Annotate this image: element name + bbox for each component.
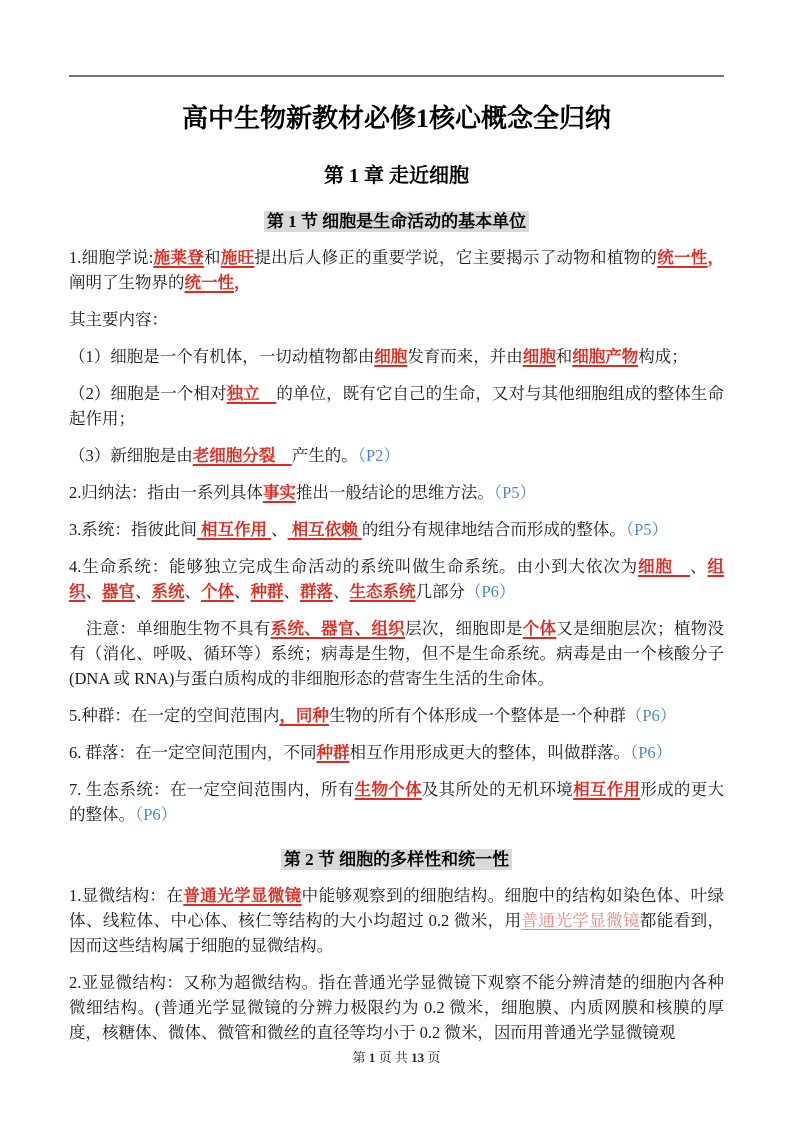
paragraph xyxy=(69,307,724,332)
key-term: 个体 xyxy=(522,619,557,638)
key-term: 施莱登 xyxy=(153,248,205,267)
key-term: 种群 xyxy=(316,743,350,762)
paragraph xyxy=(69,777,724,827)
text-run: 2.亚显微结构：又称为超微结构。指在普通光学显微镜下观察不能分辨清楚的细胞内各种微细结构。(普通光学显微镜的分辨力极限约为 0.2 微米，细胞膜、内质网膜和核膜的厚度，核糖体、微体、微管和微丝的直径等均小于 0.2 微米，因而用普通光学显微镜观 xyxy=(69,973,724,1042)
text-run: 1.细胞学说: xyxy=(69,248,154,267)
key-term: ， xyxy=(707,248,725,267)
key-term: 细胞 xyxy=(374,347,408,366)
key-term: 生物个体 xyxy=(354,780,422,799)
document-body xyxy=(69,210,724,1045)
paragraph xyxy=(69,381,724,431)
key-term: 器官 xyxy=(102,582,135,601)
text-run: （2）细胞是一个相对 xyxy=(69,384,227,403)
text-run: 和 xyxy=(555,347,573,366)
section-heading xyxy=(69,848,724,871)
key-term: 独立 xyxy=(226,384,277,403)
text-run: 第 xyxy=(352,1050,369,1065)
text-run: 都能看到，因而这些结构属于细胞的显微结构。 xyxy=(69,911,725,955)
text-run: 中能够观察到的细胞结构。细胞中的结构如染色体、叶绿体、线粒体、中心体、核仁等结构的大小均超过 0.2 微米，用 xyxy=(69,886,725,930)
key-term: 种群 xyxy=(250,582,284,601)
text-run: 页 共 xyxy=(375,1050,412,1065)
key-term: 生态系统 xyxy=(349,582,416,601)
text-run: 构成； xyxy=(638,347,688,366)
text-run: 7. 生态系统：在一定空间范围内，所有 xyxy=(69,780,355,799)
text-run: 形成的更大的整体。 xyxy=(69,780,725,824)
page-ref: （P6） xyxy=(465,582,516,601)
text-run: 提出后人修正的重要学说，它主要揭示了动物和植物的 xyxy=(254,248,658,267)
text-run: 4.生命系统：能够独立完成生命活动的系统叫做生命系统。由小到大依次为 xyxy=(69,557,639,576)
text-run: 阐明了生物界的 xyxy=(69,273,185,292)
text-run: 发育而来，并由 xyxy=(407,347,523,366)
key-term: 相互作用 xyxy=(573,780,641,799)
text-run: 、 xyxy=(234,582,251,601)
text-run: 1.显微结构：在 xyxy=(69,886,184,905)
paragraph xyxy=(69,517,724,542)
text-run: 2.归纳法：指由一系列具体 xyxy=(69,483,263,502)
text-run: （1）细胞是一个有机体，一切动植物都由 xyxy=(69,347,375,366)
page-ref: （P6） xyxy=(625,706,677,725)
paragraph xyxy=(69,245,724,295)
text-run: 层次，细胞即是 xyxy=(405,619,523,638)
text-run: 生物的所有个体形成一个整体是一个种群 xyxy=(328,706,626,725)
key-term: 细胞 xyxy=(638,557,691,576)
key-term: 施旺 xyxy=(220,248,255,267)
page-ref: （P5） xyxy=(625,520,669,539)
paragraph xyxy=(69,480,724,505)
key-term: 细胞产物 xyxy=(572,347,639,366)
text-run: 、 xyxy=(135,582,152,601)
document-title: 高中生物新教材必修1核心概念全归纳 xyxy=(181,104,611,133)
key-term: 系统 xyxy=(151,582,185,601)
text-run: 6. 群落：在一定空间范围内，不同 xyxy=(69,743,317,762)
key-term: 老细胞分裂 xyxy=(192,446,292,465)
key-term: 统一性 xyxy=(657,248,708,267)
text-run: 、 xyxy=(690,557,708,576)
key-term: 细胞 xyxy=(522,347,556,366)
section-heading-text: 第 1 节 细胞是生命活动的基本单位 xyxy=(264,211,529,232)
page-ref: （P6） xyxy=(135,805,178,824)
key-term: 系统、器官、组织 xyxy=(270,619,406,638)
page-ref: （P5） xyxy=(493,483,537,502)
text-run: 产生的。 xyxy=(291,446,358,465)
text-run: 、 xyxy=(333,582,350,601)
key-term: 统一性 xyxy=(184,273,234,292)
text-run: 页 xyxy=(424,1050,441,1065)
section-heading-text: 第 2 节 细胞的多样性和统一性 xyxy=(281,849,512,870)
text-run: 、 xyxy=(85,582,102,601)
section-heading xyxy=(69,210,724,233)
paragraph xyxy=(69,883,724,958)
text-run: 相互作用形成更大的整体，叫做群落。 xyxy=(349,743,630,762)
key-term: 群落 xyxy=(300,582,333,601)
text-run: 、 xyxy=(271,520,288,539)
text-run: 3.系统：指彼此间 xyxy=(69,520,197,539)
text-run: 其主要内容： xyxy=(69,310,168,329)
text-run: 5.种群：在一定的空间范围内 xyxy=(69,706,280,725)
key-term: 事实 xyxy=(262,483,296,502)
text-run: 注意：单细胞生物不具有 xyxy=(69,619,271,638)
text-run: 几部分 xyxy=(415,582,465,601)
page-ref: （P6） xyxy=(630,743,673,762)
key-term-light: 普通光学显微镜 xyxy=(521,911,640,930)
paragraph xyxy=(69,703,724,728)
text-run: 的组分有规律地结合而形成的整体。 xyxy=(361,520,626,539)
page-ref: （P2） xyxy=(357,446,400,465)
paragraph xyxy=(69,970,724,1045)
text-run: 及其所处的无机环境 xyxy=(421,780,574,799)
text-run: 和 xyxy=(204,248,221,267)
key-term: 普通光学显微镜 xyxy=(183,886,302,905)
paragraph xyxy=(69,616,724,691)
page-footer xyxy=(0,1047,793,1066)
text-run: （3）新细胞是由 xyxy=(69,446,193,465)
key-term: 组织 xyxy=(69,557,725,601)
paragraph xyxy=(69,344,724,369)
paragraph xyxy=(69,740,724,765)
text-run: 又是细胞层次；植物没有（消化、呼吸、循环等）系统；病毒是生物，但不是生命系统。病毒是由一个核酸分子(DNA 或 RNA)与蛋白质构成的非细胞形态的营寄生生活的生命体。 xyxy=(69,619,725,688)
chapter-heading: 第 1 章 走近细胞 xyxy=(324,165,469,187)
key-term: 相互依赖 xyxy=(287,520,362,539)
text-run: 、 xyxy=(283,582,300,601)
page-number: 13 xyxy=(411,1050,425,1065)
key-term: ， xyxy=(234,273,251,292)
paragraph xyxy=(69,554,724,604)
page-number: 1 xyxy=(368,1050,376,1065)
text-run: 、 xyxy=(184,582,201,601)
header-rule xyxy=(69,75,724,77)
text-run: 推出一般结论的思维方法。 xyxy=(295,483,494,502)
key-term: ，同种 xyxy=(279,706,329,725)
key-term: 相互作用 xyxy=(196,520,272,539)
text-run: 的单位，既有它自己的生命，又对与其他细胞组成的整体生命起作用； xyxy=(69,384,725,428)
paragraph xyxy=(69,443,724,468)
key-term: 个体 xyxy=(201,582,234,601)
